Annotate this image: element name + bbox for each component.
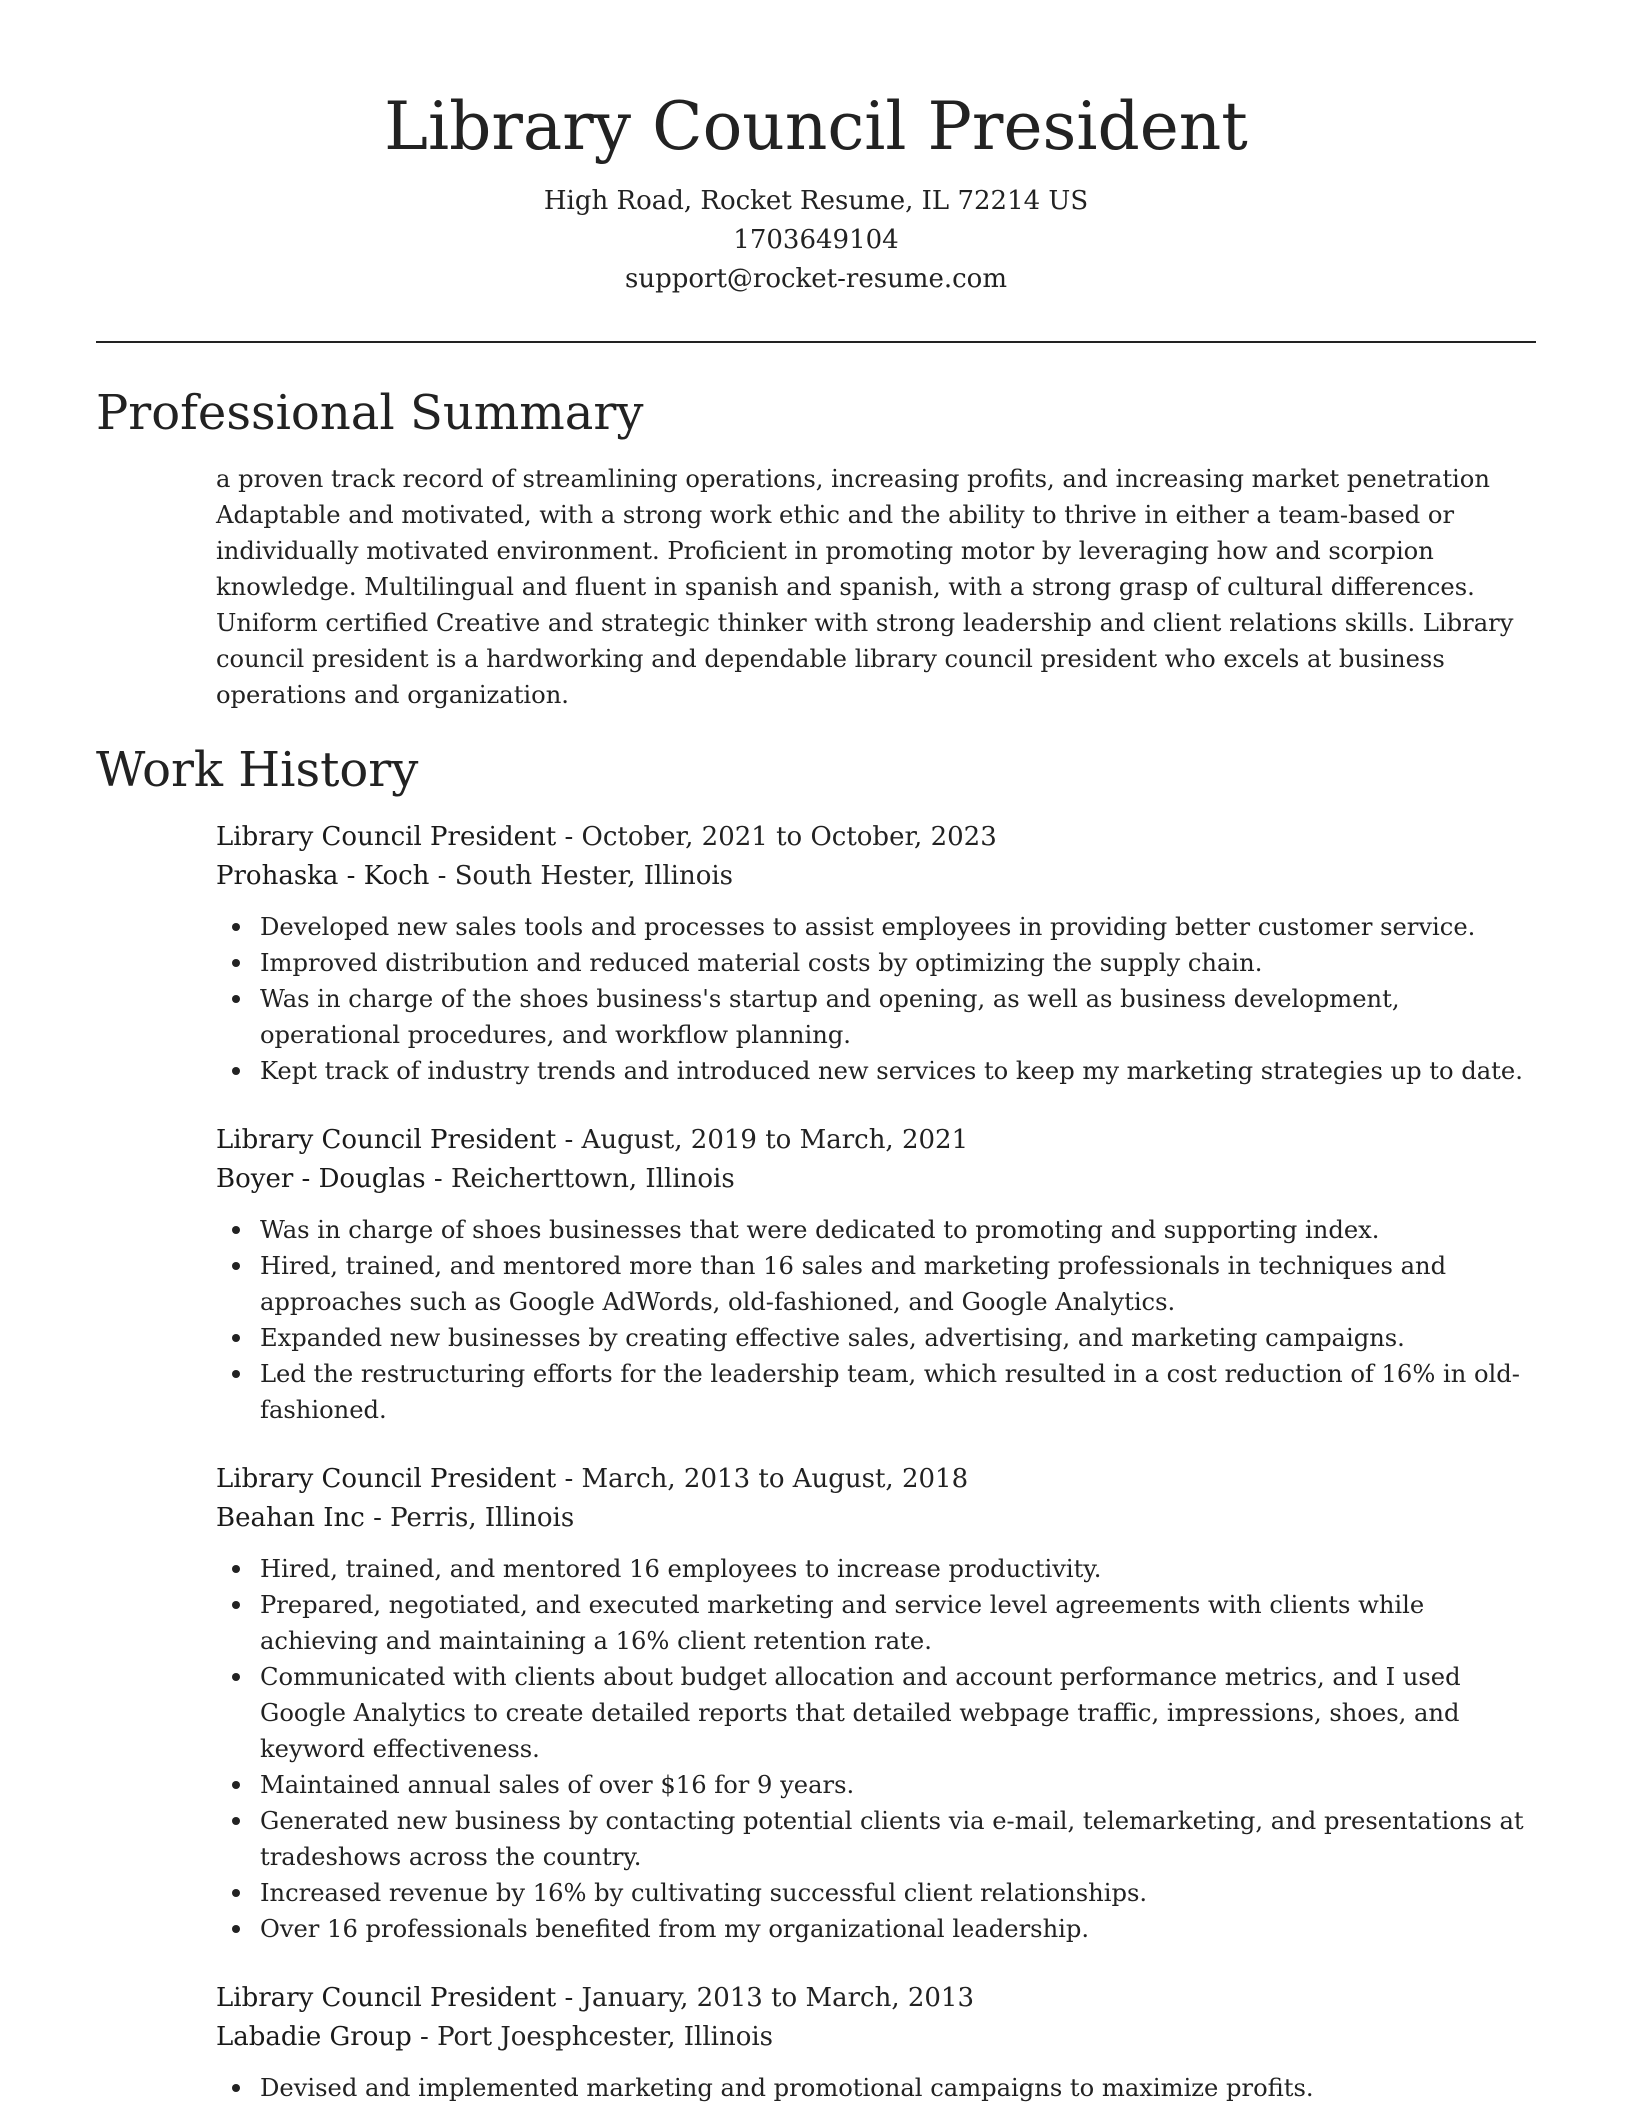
job-duty-text: Was in charge of shoes businesses that were dedicated to promoting and supporting index. — [260, 1216, 1380, 1244]
bullet-icon — [232, 959, 240, 967]
contact-info — [0, 182, 1632, 299]
bullet-icon — [232, 1817, 240, 1825]
job-location: - South Hester, Illinois — [429, 861, 734, 891]
header-divider — [96, 341, 1536, 343]
job-duty-text: Increased revenue by 16% by cultivating successful client relationships. — [260, 1879, 1148, 1907]
job-duty — [260, 2070, 1536, 2106]
job-duty — [260, 1587, 1536, 1659]
job-dates: - October, 2021 to October, 2023 — [556, 822, 997, 852]
work-history-list — [216, 818, 1536, 2112]
bullet-icon — [232, 1370, 240, 1378]
job-location: - Port Joesphcester, Illinois — [411, 2022, 774, 2052]
bullet-icon — [232, 1226, 240, 1234]
summary-heading: Professional Summary — [96, 385, 644, 441]
bullet-icon — [232, 1781, 240, 1789]
job-duty-text: Improved distribution and reduced material costs by optimizing the supply chain. — [260, 949, 1263, 977]
job-duty-text: Led the restructuring efforts for the leadership team, which resulted in a cost reduction of 16% in old-fashioned. — [260, 1360, 1520, 1424]
job-company-line — [216, 2018, 1536, 2057]
bullet-icon — [232, 1565, 240, 1573]
job-title: Library Council President — [216, 1125, 557, 1155]
bullet-icon — [232, 995, 240, 1003]
job-duty — [260, 1551, 1536, 1587]
job-duty — [260, 1767, 1536, 1803]
job-location: - Perris, Illinois — [364, 1503, 575, 1533]
bullet-icon — [232, 1334, 240, 1342]
job-title-line — [216, 818, 1536, 857]
job-duty-text: Hired, trained, and mentored more than 16 sales and marketing professionals in techniques and approaches such as Google AdWords, old-fashioned, and Google Analytics. — [260, 1252, 1447, 1316]
job-duty-text: Developed new sales tools and processes to assist employees in providing better customer service. — [260, 913, 1476, 941]
job-duty — [260, 945, 1536, 981]
job-duty — [260, 1320, 1536, 1356]
job-company: Boyer - Douglas — [216, 1164, 426, 1194]
job-title-line — [216, 1460, 1536, 1499]
job-duty-text: Prepared, negotiated, and executed marketing and service level agreements with clients while achieving and maintaining a 16% client retention rate. — [260, 1591, 1425, 1655]
job-duty — [260, 981, 1536, 1053]
bullet-icon — [232, 1889, 240, 1897]
resume-header — [0, 0, 1632, 299]
job-duty — [260, 1659, 1536, 1767]
job-duties-list — [216, 909, 1536, 1089]
job-duty — [260, 1212, 1536, 1248]
job-duty-text: Was in charge of the shoes business's startup and opening, as well as business development, operational procedures, and workflow planning. — [260, 985, 1400, 1049]
candidate-name: Library Council President — [384, 88, 1248, 165]
job-duty-text: Communicated with clients about budget allocation and account performance metrics, and I used Google Analytics to create detailed reports that detailed webpage traffic, impressions, shoes, and keyword effectiveness. — [260, 1663, 1461, 1763]
job-title: Library Council President — [216, 822, 557, 852]
job-duties-list — [216, 1212, 1536, 1428]
bullet-icon — [232, 2084, 240, 2092]
bullet-icon — [232, 1673, 240, 1681]
job-dates: - March, 2013 to August, 2018 — [556, 1464, 969, 1494]
job-duty-text: Kept track of industry trends and introduced new services to keep my marketing strategies up to date. — [260, 1057, 1523, 1085]
bullet-icon — [232, 1601, 240, 1609]
summary-text: a proven track record of streamlining operations, increasing profits, and increasing market penetration Adaptable and motivated, with a strong work ethic and the ability to thrive in either a team-based or individually motivated environment. Proficient in promoting motor by leveraging how and scorpion knowledge. Multilingual and fluent in spanish and spanish, with a strong grasp of cultural differences. Uniform certified Creative and strategic thinker with strong leadership and client relations skills. Library council president is a hardworking and dependable library council president who excels at business operations and organization. — [216, 465, 1514, 709]
job-entry — [216, 1460, 1536, 1947]
job-company-line — [216, 1499, 1536, 1538]
job-entry — [216, 1121, 1536, 1428]
job-dates: - August, 2019 to March, 2021 — [556, 1125, 969, 1155]
job-duty — [260, 1875, 1536, 1911]
job-duty — [260, 1053, 1536, 1089]
email: support@rocket-resume.com — [624, 264, 1007, 294]
job-title-line — [216, 1121, 1536, 1160]
job-duty-text: Maintained annual sales of over $16 for 9 years. — [260, 1771, 855, 1799]
job-location: - Reicherttown, Illinois — [425, 1164, 735, 1194]
job-duties-list — [216, 2070, 1536, 2106]
job-title: Library Council President — [216, 1464, 557, 1494]
phone: 1703649104 — [733, 225, 899, 255]
job-entry — [216, 818, 1536, 1089]
job-duty-text: Generated new business by contacting potential clients via e-mail, telemarketing, and presentations at tradeshows across the country. — [260, 1807, 1524, 1871]
job-company-line — [216, 1160, 1536, 1199]
job-duty-text: Devised and implemented marketing and promotional campaigns to maximize profits. — [260, 2074, 1314, 2102]
job-duty-text: Expanded new businesses by creating effective sales, advertising, and marketing campaigns. — [260, 1324, 1405, 1352]
job-entry — [216, 1979, 1536, 2106]
job-company: Prohaska - Koch — [216, 861, 430, 891]
job-company: Beahan Inc — [216, 1503, 365, 1533]
job-dates: - January, 2013 to March, 2013 — [556, 1983, 975, 2013]
job-duties-list — [216, 1551, 1536, 1947]
job-duty — [260, 1356, 1536, 1428]
bullet-icon — [232, 1925, 240, 1933]
bullet-icon — [232, 923, 240, 931]
job-company-line — [216, 857, 1536, 896]
job-duty-text: Over 16 professionals benefited from my organizational leadership. — [260, 1915, 1090, 1943]
job-company: Labadie Group — [216, 2022, 412, 2052]
job-duty — [260, 1248, 1536, 1320]
work-history-heading: Work History — [96, 742, 419, 798]
job-duty-text: Hired, trained, and mentored 16 employees to increase productivity. — [260, 1555, 1102, 1583]
bullet-icon — [232, 1067, 240, 1075]
bullet-icon — [232, 1262, 240, 1270]
job-duty — [260, 909, 1536, 945]
job-title-line — [216, 1979, 1536, 2018]
job-duty — [260, 1803, 1536, 1875]
job-title: Library Council President — [216, 1983, 557, 2013]
job-duty — [260, 1911, 1536, 1947]
address: High Road, Rocket Resume, IL 72214 US — [543, 186, 1089, 216]
